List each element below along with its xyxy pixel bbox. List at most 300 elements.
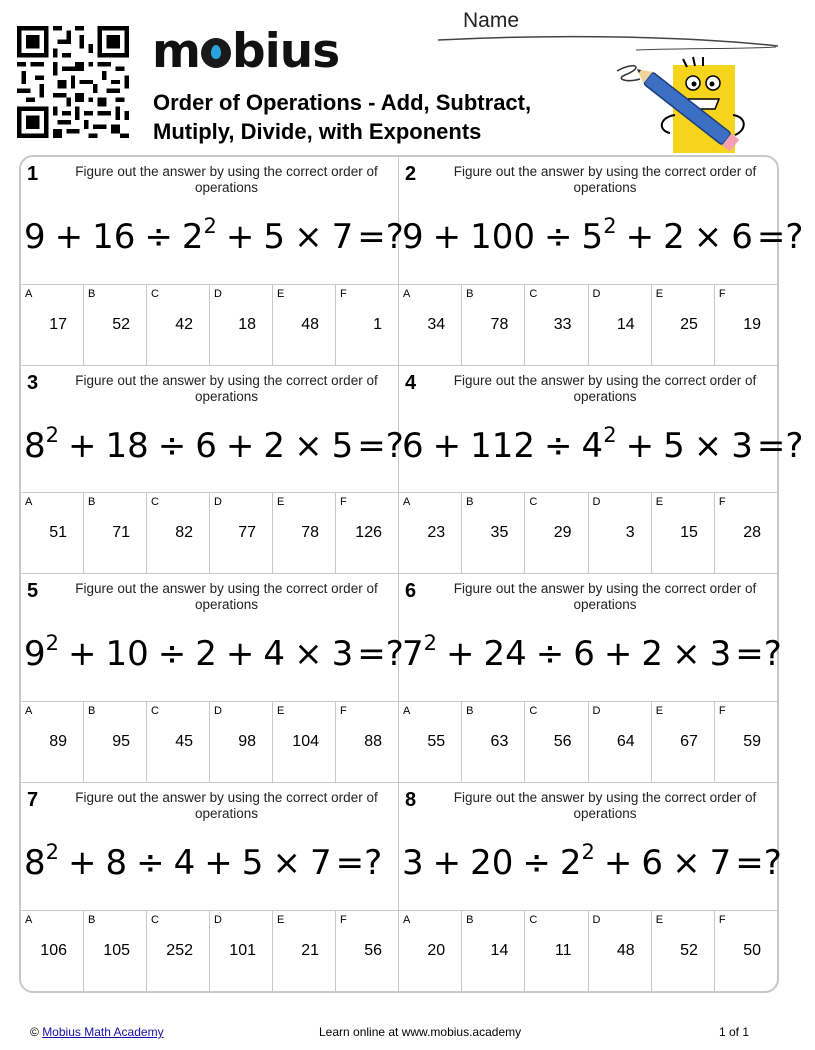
answer-choice[interactable] [652,493,715,573]
answer-letter: C [529,704,538,717]
answer-letter: C [529,287,538,300]
expression-term [402,426,424,466]
answer-choices [21,284,398,365]
expression-term [263,217,285,257]
expression-term [731,217,753,257]
answer-value: 28 [743,524,762,541]
term-base: 5 [663,425,685,466]
answer-letter: C [151,704,159,717]
expression-term [663,217,685,257]
expression-term [402,631,438,674]
answer-choice[interactable] [210,493,273,573]
term-exponent: 2 [603,214,617,238]
expression-equals-question: =? [357,634,404,674]
answer-letter: A [403,914,411,926]
answer-value: 71 [112,524,130,541]
expression-term [24,217,46,257]
copyright-symbol: © [30,1025,39,1039]
expression-operator: + [432,842,462,883]
answer-value: 56 [364,942,382,959]
answer-choices [399,910,777,991]
term-base: 3 [709,634,732,674]
answer-value: 19 [743,315,762,333]
answer-choice[interactable] [273,702,336,782]
expression-operator: ÷ [157,634,187,674]
term-base: 2 [181,217,204,257]
term-base: 8 [105,842,128,883]
problem-expression [402,424,803,468]
problem-card [399,366,804,575]
answer-choice[interactable] [147,911,210,991]
answer-choice[interactable] [210,702,273,782]
answer-letter: B [466,496,474,508]
expression-term [470,217,535,257]
problem-expression [24,632,404,676]
expression-term [106,426,149,466]
expression-term [663,426,685,466]
answer-value: 15 [680,524,698,541]
answer-choice[interactable] [84,702,147,782]
answer-choice[interactable] [589,911,652,991]
expression-term [332,426,354,466]
answer-value: 64 [616,732,635,750]
answer-value: 50 [743,942,762,959]
term-exponent: 2 [203,214,217,238]
expression-operator: × [272,842,301,883]
expression-term [106,843,128,883]
answer-letter: B [88,914,96,926]
answer-letter: E [655,496,664,508]
answer-value: 25 [680,315,698,333]
answer-value: 106 [40,942,67,959]
term-exponent: 2 [423,631,438,655]
answer-value: 88 [364,732,382,750]
expression-operator: + [68,842,97,883]
term-base: 16 [92,217,136,257]
term-base: 10 [105,634,149,674]
answer-value: 17 [49,315,67,333]
expression-term [24,422,60,466]
expression-term [332,634,354,674]
problem-expression [402,632,782,676]
expression-term [195,426,217,466]
term-base: 2 [641,634,664,674]
term-base: 6 [731,217,753,257]
expression-operator: + [625,217,655,257]
problem-instruction: Figure out the answer by using the correct order of operations [75,164,378,195]
expression-operator: + [432,217,462,257]
term-base: 100 [470,217,536,257]
answer-value: 35 [490,524,509,541]
answer-choice[interactable] [21,493,84,573]
expression-operator: + [68,634,97,674]
term-exponent: 2 [603,422,617,447]
expression-term [559,839,595,883]
expression-term [174,843,196,883]
answer-choice[interactable] [399,911,462,991]
expression-operator: + [625,425,655,466]
answer-letter: D [592,914,601,926]
logo-drop-icon [201,38,231,68]
answer-value: 98 [238,732,256,750]
logo-m: m [152,24,200,79]
answer-choices [399,492,777,573]
expression-term [710,843,732,883]
problem-instruction: Figure out the answer by using the correct order of operations [453,789,757,821]
answer-letter: B [88,704,96,717]
term-base: 2 [663,217,685,257]
expression-operator: × [672,634,701,674]
answer-value: 78 [301,524,319,541]
expression-equals-question: =? [357,425,404,466]
term-base: 7 [331,217,354,257]
answer-letter: E [277,914,285,926]
term-base: 20 [470,842,514,883]
expression-equals-question: =? [357,217,404,257]
answer-choice[interactable] [462,493,525,573]
answer-choice[interactable] [273,911,336,991]
problem-instruction: Figure out the answer by using the correct order of operations [75,581,378,612]
problem-card [399,574,782,783]
answer-value: 82 [175,524,193,541]
answer-value: 101 [229,942,256,959]
expression-operator: × [294,217,323,257]
expression-operator: ÷ [522,842,551,883]
expression-term [92,217,135,257]
answer-letter: C [151,496,159,508]
expression-operator: + [54,217,84,257]
expression-operator: ÷ [144,217,173,257]
answer-choice[interactable] [715,493,777,573]
expression-term [470,426,535,466]
answer-choice[interactable] [21,911,84,991]
answer-letter: A [403,287,411,300]
expression-term [731,426,753,466]
term-exponent: 2 [45,631,60,655]
answer-value: 34 [427,315,446,333]
answer-choice[interactable] [84,285,147,365]
term-base: 9 [24,634,46,674]
expression-operator: ÷ [157,425,187,466]
answer-value: 48 [616,942,635,959]
expression-term [484,634,527,674]
problem-card [21,366,404,575]
expression-operator: + [225,425,255,466]
answer-value: 23 [427,524,446,541]
mobius-academy-link[interactable]: Mobius Math Academy [42,1025,164,1039]
expression-operator: ÷ [544,425,573,466]
term-base: 3 [402,842,424,883]
answer-value: 3 [625,524,635,541]
answer-value: 95 [112,732,130,750]
answer-value: 52 [112,315,130,333]
expression-operator: + [603,634,633,674]
answer-choice[interactable] [399,702,462,782]
answer-value: 42 [175,315,193,333]
answer-value: 59 [743,732,762,750]
expression-term [470,843,513,883]
problem-card [399,157,804,366]
expression-term [581,214,617,257]
expression-operator: ÷ [136,842,165,883]
expression-operator: + [225,634,255,674]
answer-choice[interactable] [336,285,398,365]
footer-page-number: 1 of 1 [719,1025,750,1039]
answer-letter: A [403,704,411,717]
expression-operator: + [432,425,462,466]
answer-choice[interactable] [273,493,336,573]
answer-letter: D [214,287,222,300]
expression-term [332,217,354,257]
expression-operator: ÷ [544,217,573,257]
problem-number: 6 [405,580,417,602]
answer-choice[interactable] [652,911,715,991]
answer-letter: E [277,287,285,300]
term-base: 2 [263,425,286,466]
problem-number: 4 [405,371,417,394]
term-base: 9 [24,217,46,257]
answer-choice[interactable] [399,493,462,573]
answer-letter: F [718,287,726,300]
answer-letter: B [466,704,474,717]
answer-choice[interactable] [273,285,336,365]
problem-instruction: Figure out the answer by using the correct order of operations [75,372,378,404]
expression-term [242,843,264,883]
answer-letter: D [592,287,601,300]
answer-choice[interactable] [210,285,273,365]
expression-term [310,843,332,883]
expression-term [195,634,217,674]
problem-card [21,574,404,783]
answer-letter: D [214,496,222,508]
expression-term [24,631,60,674]
answer-value: 20 [427,942,446,959]
answer-choice[interactable] [525,911,588,991]
answer-choice[interactable] [336,911,398,991]
answer-letter: F [718,496,726,508]
expression-operator: × [294,425,323,466]
term-base: 4 [263,634,286,674]
answer-choices [399,701,777,782]
answer-choice[interactable] [210,911,273,991]
term-base: 6 [195,425,217,466]
expression-operator: × [672,842,701,883]
answer-choice[interactable] [336,702,398,782]
answer-letter: F [718,704,726,717]
answer-choice[interactable] [652,702,715,782]
name-label: Name [463,9,520,32]
term-base: 5 [241,842,264,883]
answer-letter: F [340,914,347,926]
answer-letter: D [592,704,601,717]
problem-card [399,783,782,992]
footer-center-text: Learn online at www.mobius.academy [319,1025,522,1039]
answer-value: 45 [175,732,193,750]
answer-choice[interactable] [399,285,462,365]
answer-value: 11 [554,942,572,959]
answer-letter: D [592,496,601,508]
term-base: 8 [24,425,46,466]
answer-choice[interactable] [589,702,652,782]
answer-letter: C [529,914,538,926]
answer-choice[interactable] [462,911,525,991]
answer-value: 56 [553,732,572,750]
expression-term [263,426,285,466]
expression-term [581,422,617,466]
term-base: 7 [402,634,424,674]
expression-term [710,634,732,674]
expression-term [24,839,60,883]
problem-expression [402,841,782,885]
problem-expression [24,215,404,259]
expression-equals-question: =? [735,842,782,883]
term-base: 9 [402,217,424,257]
answer-value: 252 [166,942,193,959]
answer-choice[interactable] [589,285,652,365]
answer-choice[interactable] [462,702,525,782]
answer-value: 55 [427,732,446,750]
expression-operator: + [225,217,255,257]
answer-choice[interactable] [462,285,525,365]
answer-choice[interactable] [652,285,715,365]
expression-equals-question: =? [335,842,383,883]
answer-letter: C [151,914,159,926]
answer-letter: E [277,496,285,508]
answer-choice[interactable] [525,493,588,573]
expression-operator: + [603,842,633,883]
term-base: 2 [559,842,582,883]
term-base: 4 [173,842,196,883]
expression-operator: + [446,634,475,674]
expression-term [181,214,217,257]
term-base: 8 [24,842,46,883]
term-base: 7 [309,842,332,883]
expression-operator: + [204,842,233,883]
answer-choice[interactable] [147,702,210,782]
answer-choice[interactable] [147,493,210,573]
answer-letter: C [151,287,159,300]
answer-value: 1 [373,315,382,333]
expression-equals-question: =? [756,425,804,466]
answer-choices [21,910,398,991]
problem-instruction: Figure out the answer by using the correct order of operations [75,789,378,821]
answer-choice[interactable] [525,702,588,782]
problem-card [21,783,399,992]
worksheet-title [153,88,613,146]
answer-letter: D [214,914,222,926]
term-base: 24 [483,634,527,674]
term-base: 6 [641,842,664,883]
problem-number: 2 [405,163,417,185]
answer-choice[interactable] [21,702,84,782]
answer-value: 18 [238,315,256,333]
problem-expression [24,841,382,885]
answer-value: 67 [680,732,698,750]
answer-letter: A [25,914,33,926]
problem-instruction: Figure out the answer by using the correct order of operations [453,581,757,612]
answer-choice[interactable] [84,493,147,573]
answer-letter: F [340,704,347,717]
answer-value: 78 [490,315,509,333]
problem-number: 7 [27,788,39,811]
answer-letter: A [25,287,33,300]
answer-value: 14 [490,942,509,959]
answer-letter: B [466,287,474,300]
answer-value: 29 [553,524,572,541]
mobius-logo [152,22,339,82]
expression-operator: × [294,634,323,674]
answer-value: 104 [292,732,319,750]
term-base: 3 [731,425,753,466]
term-base: 5 [581,217,604,257]
term-base: 6 [402,425,424,466]
answer-choice[interactable] [715,285,777,365]
expression-term [573,634,595,674]
problem-instruction: Figure out the answer by using the correct order of operations [453,164,757,195]
term-base: 112 [470,425,536,466]
term-base: 3 [331,634,354,674]
answer-letter: B [88,287,96,300]
expression-term [402,217,424,257]
mascot-pencil-icon [615,55,755,155]
answer-value: 51 [49,524,67,541]
expression-operator: × [693,425,723,466]
answer-letter: D [214,704,222,717]
answer-letter: B [88,496,96,508]
answer-letter: E [655,287,664,300]
expression-operator: ÷ [535,634,565,674]
answer-letter: A [25,496,33,508]
answer-choice[interactable] [147,285,210,365]
answer-choice[interactable] [84,911,147,991]
answer-choice[interactable] [336,493,398,573]
problem-number: 5 [27,580,39,602]
problem-number: 3 [27,371,39,394]
answer-value: 126 [355,524,382,541]
answer-letter: C [529,496,538,508]
problem-grid [19,155,804,993]
answer-choice[interactable] [589,493,652,573]
problem-expression [24,424,404,468]
answer-choice[interactable] [525,285,588,365]
expression-term [402,843,424,883]
expression-term [106,634,149,674]
answer-choices [399,284,777,365]
answer-letter: E [655,914,664,926]
problem-instruction: Figure out the answer by using the correct order of operations [453,372,757,404]
problem-number: 8 [405,788,417,811]
answer-choice[interactable] [715,702,777,782]
term-base: 5 [331,425,354,466]
answer-choice[interactable] [715,911,777,991]
answer-value: 63 [490,732,509,750]
expression-term [641,634,663,674]
answer-choices [21,701,398,782]
problem-number: 1 [27,163,39,185]
answer-letter: B [466,914,474,926]
problem-expression [402,215,803,259]
answer-letter: E [655,704,664,717]
answer-letter: E [277,704,285,717]
answer-value: 52 [680,942,698,959]
answer-letter: A [403,496,411,508]
logo-rest: bius [231,24,340,79]
expression-term [641,843,663,883]
answer-choice[interactable] [21,285,84,365]
answer-value: 33 [553,315,572,333]
expression-operator: + [68,425,97,466]
title-line-1: Order of Operations - Add, Subtract, [153,90,532,115]
